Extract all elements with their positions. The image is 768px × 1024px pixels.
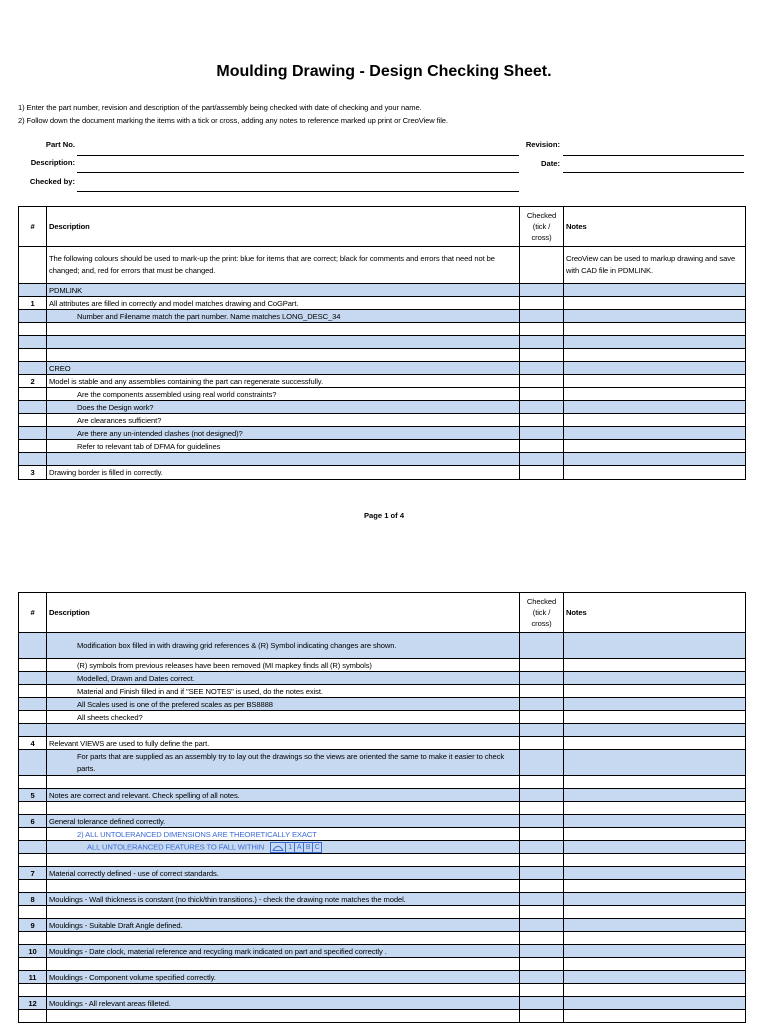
table-row <box>19 776 746 789</box>
table-row <box>19 906 746 919</box>
header-notes: Notes <box>564 207 746 247</box>
table-row: Modelled, Drawn and Dates correct. <box>19 672 746 685</box>
table-row <box>19 802 746 815</box>
table-row <box>19 323 746 336</box>
revision-label: Revision: <box>525 140 560 149</box>
table-row: For parts that are supplied as an assembly try to lay out the drawings so the views are oriented the same to make it easier to check parts. <box>19 750 746 776</box>
section-header: PDMLINK <box>47 284 520 297</box>
table-row: 1 All attributes are filled in correctly and model matches drawing and CoGPart. <box>19 297 746 310</box>
header-checked: Checked (tick / cross) <box>520 207 564 247</box>
table-row <box>19 828 746 841</box>
datum-a: A <box>295 842 304 853</box>
table-row: 5 Notes are correct and relevant. Check spelling of all notes. <box>19 789 746 802</box>
table-row: 3 Drawing border is filled in correctly. <box>19 466 746 480</box>
table-row <box>19 932 746 945</box>
tolerance-note-1: 2) ALL UNTOLERANCED DIMENSIONS ARE THEORETICALLY EXACT <box>47 828 520 841</box>
table-row: 7 Material correctly defined - use of correct standards. <box>19 867 746 880</box>
table-row: 6 General tolerance defined correctly. <box>19 815 746 828</box>
table-row <box>19 854 746 867</box>
instruction-2: 2) Follow down the document marking the items with a tick or cross, adding any notes to reference marked up print or CreoView file. <box>18 116 448 125</box>
checked-by-field[interactable] <box>77 191 519 192</box>
header-notes: Notes <box>564 593 746 633</box>
description-label: Description: <box>30 158 75 167</box>
date-label: Date: <box>541 159 560 168</box>
instruction-1: 1) Enter the part number, revision and description of the part/assembly being checked with date of checking and your name. <box>18 103 422 112</box>
tolerance-note-2: ALL UNTOLERANCED FEATURES TO FALL WITHIN <box>87 842 265 851</box>
table-header-row <box>19 593 746 633</box>
checklist-table-page2 <box>18 592 746 1023</box>
datum-c: C <box>313 842 322 853</box>
section-row-pdmlink <box>19 284 746 297</box>
table-row <box>19 1010 746 1023</box>
table-row: All sheets checked? <box>19 711 746 724</box>
table-row: Are the components assembled using real world constraints? <box>19 388 746 401</box>
table-row: Does the Design work? <box>19 401 746 414</box>
table-row: Are clearances sufficient? <box>19 414 746 427</box>
intro-text: The following colours should be used to mark-up the print: blue for items that are correct; black for comments and errors that need not be changed; and, red for errors that must be changed. <box>47 247 520 284</box>
part-no-label: Part No. <box>45 140 75 149</box>
table-row: 4 Relevant VIEWS are used to fully define the part. <box>19 737 746 750</box>
table-row: 9 Mouldings - Suitable Draft Angle defined. <box>19 919 746 932</box>
tolerance-frame-value: 1 <box>286 842 295 853</box>
table-row: Refer to relevant tab of DFMA for guidelines <box>19 440 746 453</box>
table-row: 8 Mouldings - Wall thickness is constant (no thick/thin transitions.) - check the drawing note matches the model. <box>19 893 746 906</box>
page-title: Moulding Drawing - Design Checking Sheet. <box>216 63 552 80</box>
date-field[interactable] <box>563 172 744 173</box>
table-row: Are there any un-intended clashes (not designed)? <box>19 427 746 440</box>
intro-note: CreoView can be used to markup drawing and save with CAD file in PDMLINK. <box>564 247 746 284</box>
table-row: 2 Model is stable and any assemblies containing the part can regenerate successfully. <box>19 375 746 388</box>
header-num: # <box>19 207 47 247</box>
section-header: CREO <box>47 362 520 375</box>
table-header-row <box>19 207 746 247</box>
table-row: 11 Mouldings - Component volume specified correctly. <box>19 971 746 984</box>
table-row: Material and Finish filled in and if "SEE NOTES" is used, do the notes exist. <box>19 685 746 698</box>
table-row <box>19 336 746 349</box>
header-checked: Checked (tick / cross) <box>520 593 564 633</box>
checklist-table-page1 <box>18 206 746 480</box>
table-row: 12 Mouldings - All relevant areas filleted. <box>19 997 746 1010</box>
table-row: All Scales used is one of the prefered scales as per BS8888 <box>19 698 746 711</box>
part-no-field[interactable] <box>77 155 519 156</box>
table-row <box>19 880 746 893</box>
table-row <box>19 984 746 997</box>
table-row <box>19 247 746 284</box>
section-row-creo <box>19 362 746 375</box>
table-row <box>19 841 746 854</box>
revision-field[interactable] <box>563 155 744 156</box>
table-row: Number and Filename match the part number. Name matches LONG_DESC_34 <box>19 310 746 323</box>
header-description: Description <box>47 593 520 633</box>
table-row <box>19 453 746 466</box>
table-row: Modification box filled in with drawing grid references & (R) Symbol indicating changes are shown. <box>19 633 746 659</box>
checked-cell[interactable] <box>520 247 564 284</box>
description-field[interactable] <box>77 172 519 173</box>
table-row <box>19 724 746 737</box>
checked-by-label: Checked by: <box>29 177 75 186</box>
table-row <box>19 349 746 362</box>
table-row <box>19 958 746 971</box>
datum-b: B <box>304 842 313 853</box>
profile-tolerance-icon <box>270 842 286 853</box>
header-num: # <box>19 593 47 633</box>
table-row: (R) symbols from previous releases have been removed (MI mapkey finds all (R) symbols) <box>19 659 746 672</box>
page-number: Page 1 of 4 <box>363 511 405 520</box>
table-row: 10 Mouldings - Date clock, material reference and recycling mark indicated on part and specified correctly . <box>19 945 746 958</box>
header-description: Description <box>47 207 520 247</box>
